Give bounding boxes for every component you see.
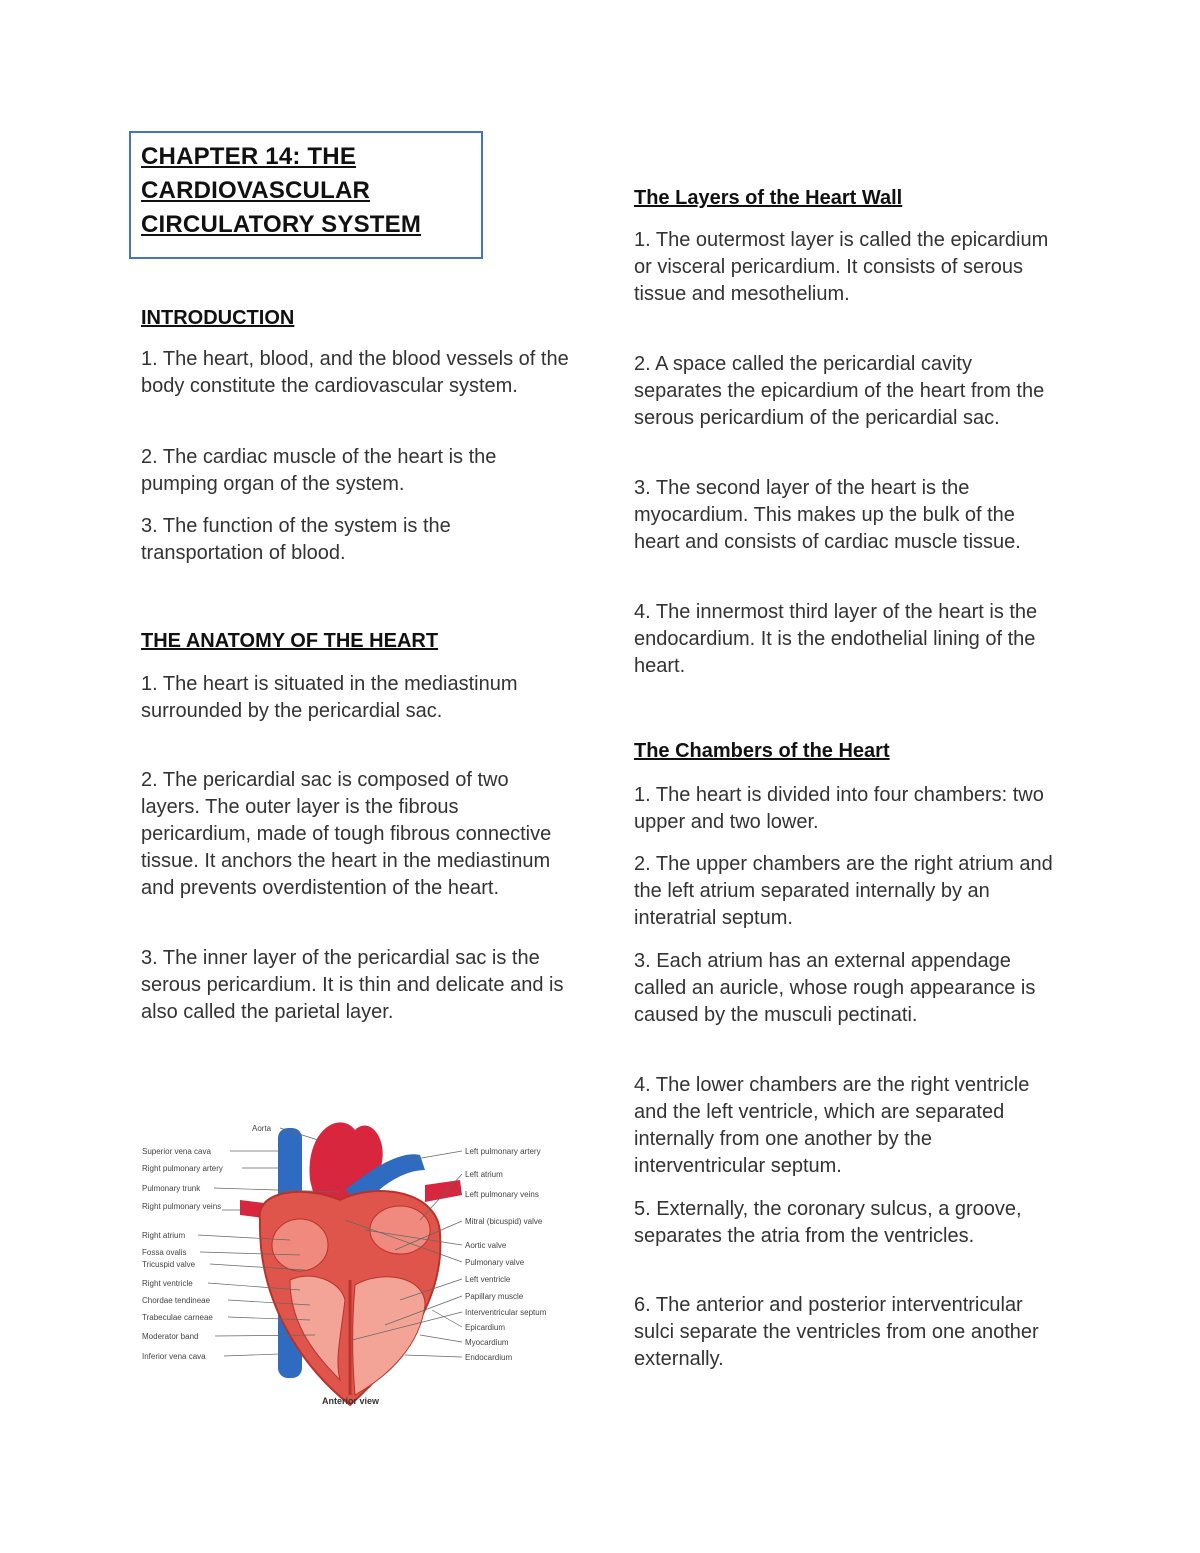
heart-anatomy-figure: [140, 1110, 570, 1410]
chambers-item-1: 1. The heart is divided into four chambers: two upper and two lower.: [634, 784, 1044, 833]
anatomy-item-1: 1. The heart is situated in the mediastinum surrounded by the pericardial sac.: [141, 673, 518, 722]
label-epicardium: Epicardium: [465, 1323, 506, 1332]
label-superior-vena-cava: Superior vena cava: [142, 1147, 211, 1156]
chambers-item-3: 3. Each atrium has an external appendage called an auricle, whose rough appearance is caused by the musculi pectinati.: [634, 950, 1036, 1026]
label-left-pulmonary-artery: Left pulmonary artery: [465, 1147, 541, 1156]
layers-item-3: 3. The second layer of the heart is the myocardium. This makes up the bulk of the heart and consists of cardiac muscle tissue.: [634, 477, 1021, 553]
figure-caption: Anterior view: [322, 1396, 380, 1406]
label-moderator-band: Moderator band: [142, 1332, 199, 1341]
anatomy-item-2: 2. The pericardial sac is composed of two layers. The outer layer is the fibrous pericardium, made of tough fibrous connective tissue. It anchors the heart in the mediastinum and prevents overdistention of the heart.: [141, 769, 552, 899]
introduction-heading: INTRODUCTION: [141, 307, 295, 329]
layers-item-4: 4. The innermost third layer of the heart is the endocardium. It is the endothelial lining of the heart.: [634, 601, 1038, 677]
label-interventricular-septum: Interventricular septum: [465, 1308, 547, 1317]
label-inferior-vena-cava: Inferior vena cava: [142, 1352, 206, 1361]
label-mitral-valve: Mitral (bicuspid) valve: [465, 1217, 543, 1226]
right-atrium-shape: [272, 1219, 328, 1271]
label-endocardium: Endocardium: [465, 1353, 513, 1362]
heart-diagram: [140, 1110, 570, 1410]
label-chordae-tendineae: Chordae tendineae: [142, 1296, 211, 1305]
label-aorta: Aorta: [252, 1124, 272, 1133]
layers-item-2: 2. A space called the pericardial cavity separates the epicardium of the heart from the serous pericardium of the pericardial sac.: [634, 353, 1045, 429]
label-left-pulmonary-veins: Left pulmonary veins: [465, 1190, 539, 1199]
intro-item-1: 1. The heart, blood, and the blood vessels of the body constitute the cardiovascular system.: [141, 348, 569, 397]
chambers-item-5: 5. Externally, the coronary sulcus, a groove, separates the atria from the ventricles.: [634, 1198, 1022, 1247]
left-ventricle-shape: [353, 1277, 425, 1395]
label-left-ventricle: Left ventricle: [465, 1275, 511, 1284]
label-aortic-valve: Aortic valve: [465, 1241, 507, 1250]
intro-item-2: 2. The cardiac muscle of the heart is the pumping organ of the system.: [141, 446, 497, 495]
label-trabeculae-carneae: Trabeculae carneae: [142, 1313, 213, 1322]
label-right-ventricle: Right ventricle: [142, 1279, 193, 1288]
chambers-item-4: 4. The lower chambers are the right ventricle and the left ventricle, which are separated internally from one another by the interventricular septum.: [634, 1074, 1030, 1177]
anatomy-heading: THE ANATOMY OF THE HEART: [141, 630, 439, 652]
chambers-heading: The Chambers of the Heart: [634, 740, 890, 762]
label-pulmonary-valve: Pulmonary valve: [465, 1258, 525, 1267]
label-papillary-muscle: Papillary muscle: [465, 1292, 524, 1301]
label-tricuspid-valve: Tricuspid valve: [142, 1260, 196, 1269]
layers-item-1: 1. The outermost layer is called the epicardium or visceral pericardium. It consists of serous tissue and mesothelium.: [634, 229, 1049, 305]
label-pulmonary-trunk: Pulmonary trunk: [142, 1184, 201, 1193]
intro-item-3: 3. The function of the system is the transportation of blood.: [141, 515, 451, 564]
label-left-atrium: Left atrium: [465, 1170, 503, 1179]
left-atrium-shape: [370, 1206, 430, 1254]
anatomy-item-3: 3. The inner layer of the pericardial sac is the serous pericardium. It is thin and delicate and is also called the parietal layer.: [141, 947, 564, 1023]
label-fossa-ovalis: Fossa ovalis: [142, 1248, 187, 1257]
chapter-title-line-1: CHAPTER 14: THE: [141, 143, 357, 170]
chapter-title-line-3: CIRCULATORY SYSTEM: [141, 211, 422, 238]
label-right-pulmonary-artery: Right pulmonary artery: [142, 1164, 223, 1173]
chapter-title-line-2: CARDIOVASCULAR: [141, 177, 371, 204]
label-right-atrium: Right atrium: [142, 1231, 186, 1240]
chambers-item-2: 2. The upper chambers are the right atrium and the left atrium separated internally by an interatrial septum.: [634, 853, 1053, 929]
label-right-pulmonary-veins: Right pulmonary veins: [142, 1202, 222, 1211]
chambers-item-6: 6. The anterior and posterior interventricular sulci separate the ventricles from one another externally.: [634, 1294, 1039, 1370]
label-myocardium: Myocardium: [465, 1338, 509, 1347]
layers-heading: The Layers of the Heart Wall: [634, 187, 903, 209]
